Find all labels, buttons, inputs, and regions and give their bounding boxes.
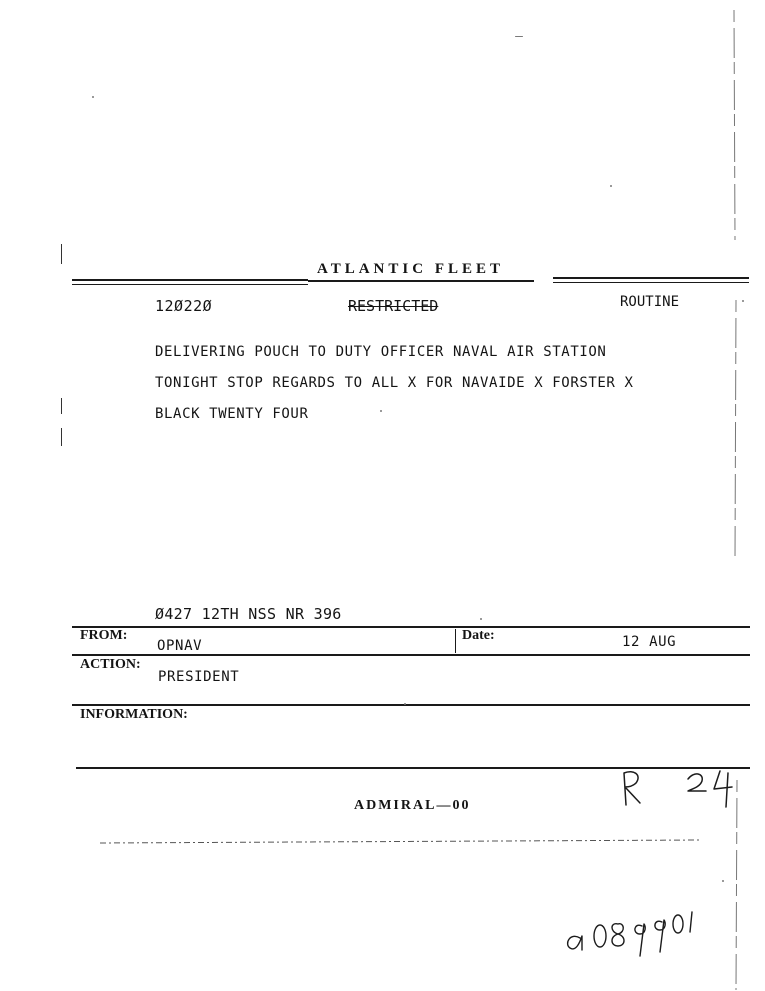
header-rule-center [308,280,534,282]
scan-speck [404,703,406,705]
signature-line: ADMIRAL—00 [354,798,471,813]
left-margin-mark-2 [61,398,62,414]
left-margin-mark-1 [61,244,62,264]
fleet-title: ATLANTIC FLEET [317,261,505,277]
header-rule-right-bottom [553,282,749,283]
left-margin-mark-3 [61,428,62,446]
information-label: INFORMATION: [80,707,188,722]
action-value: PRESIDENT [158,669,240,685]
from-value: OPNAV [157,638,203,654]
handwritten-id-a089901 [560,900,720,970]
form-rule-top [72,626,750,628]
message-line-2: TONIGHT STOP REGARDS TO ALL X FOR NAVAIDE X FORSTER X [155,375,634,391]
message-line-3: BLACK TWENTY FOUR [155,406,309,422]
date-label: Date: [462,628,495,643]
scan-speck [480,618,482,620]
date-divider [455,629,456,653]
scan-speck [380,410,382,412]
scan-speck [610,185,612,187]
scan-speck [515,36,523,37]
date-value: 12 AUG [622,634,677,650]
from-label: FROM: [80,628,128,643]
header-rule-left-top [72,279,308,281]
action-label: ACTION: [80,657,141,672]
classification-stamp: RESTRICTED [348,297,439,315]
serial-number: Ø427 12TH NSS NR 396 [155,605,342,623]
form-rule-action [72,654,750,656]
header-rule-right-top [553,277,749,279]
footer-dashed-rule [0,838,765,848]
date-time-group: 12Ø22Ø [155,297,213,315]
scan-edge-right [728,0,748,991]
scan-speck [742,300,744,302]
scan-speck [92,96,94,98]
scan-speck [722,880,724,882]
header-rule-left-bottom [72,284,308,285]
form-rule-information [72,704,750,706]
precedence: ROUTINE [620,294,680,310]
message-line-1: DELIVERING POUCH TO DUTY OFFICER NAVAL AIR STATION [155,344,607,360]
